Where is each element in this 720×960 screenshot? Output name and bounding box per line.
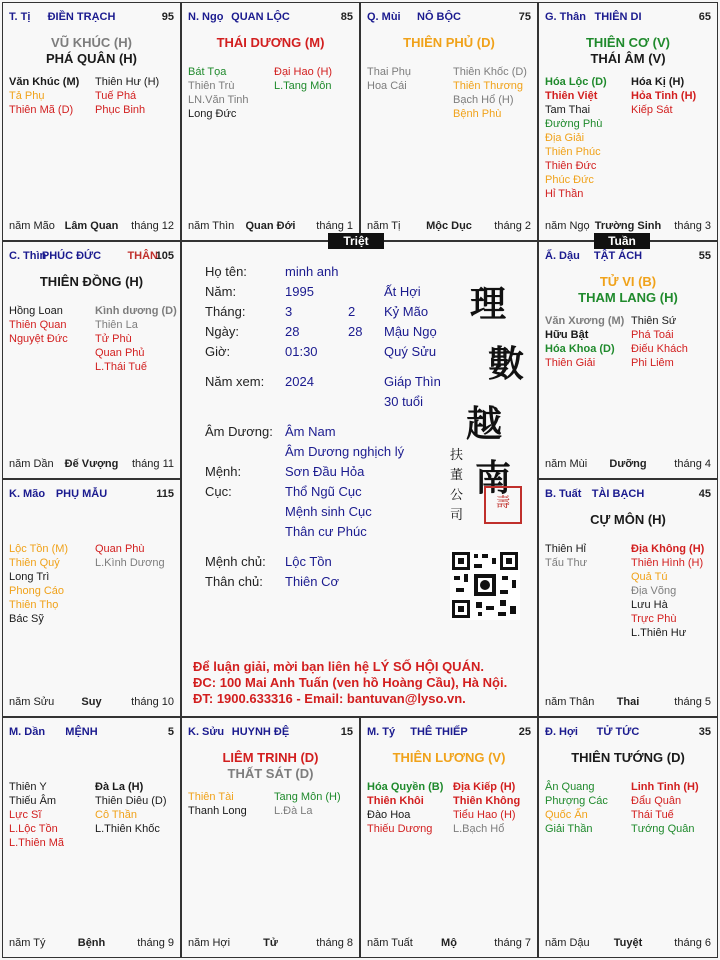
value-cuc3: Thân cư Phúc bbox=[285, 524, 367, 539]
palace-header bbox=[9, 11, 174, 25]
palace-year: năm Sửu bbox=[9, 696, 55, 708]
minor-star: Địa Võng bbox=[631, 585, 677, 597]
palace-month: tháng 4 bbox=[674, 458, 711, 470]
minor-star: Nguyệt Đức bbox=[9, 333, 68, 345]
minor-star: L.Bạch Hổ bbox=[453, 823, 505, 835]
minor-star: Thiên Thọ bbox=[9, 599, 59, 611]
minor-star: Thiên Diêu (D) bbox=[95, 795, 167, 807]
value-nam: 1995 bbox=[285, 284, 314, 299]
palace-header bbox=[545, 488, 711, 502]
calligraphy-char-1: 理 bbox=[470, 283, 507, 325]
minor-star: Tấu Thư bbox=[545, 557, 588, 569]
palace-year: năm Thìn bbox=[188, 220, 235, 232]
palace-year: năm Mùi bbox=[545, 458, 588, 470]
minor-star: Cô Thần bbox=[95, 809, 137, 821]
palace-footer bbox=[9, 220, 174, 234]
main-star: THIÊN CƠ (V) bbox=[585, 35, 671, 50]
palace-age: 35 bbox=[698, 726, 711, 738]
palace-stage: Suy bbox=[81, 696, 102, 708]
palace-name: PHÚC ĐỨC bbox=[41, 250, 102, 262]
minor-star: Quan Phủ bbox=[95, 347, 145, 359]
palace-age: 5 bbox=[167, 726, 174, 738]
palace-position: M. Tý bbox=[367, 726, 396, 738]
minor-star: Thiên Thương bbox=[453, 80, 524, 92]
minor-star: Tiểu Hao (H) bbox=[453, 809, 516, 821]
palace-age: 105 bbox=[155, 250, 174, 262]
minor-star: Lưu Hà bbox=[631, 599, 668, 611]
minor-star: Thai Phụ bbox=[367, 66, 412, 78]
minor-star: Tả Phụ bbox=[9, 90, 45, 102]
label-thang: Tháng: bbox=[205, 304, 246, 319]
label-menh: Mệnh: bbox=[205, 464, 242, 479]
minor-stars-left bbox=[188, 790, 247, 818]
minor-star: Bạch Hổ (H) bbox=[453, 94, 514, 106]
minor-star: Tướng Quân bbox=[631, 823, 695, 835]
palace-month: tháng 8 bbox=[316, 937, 353, 949]
minor-star: Phá Toái bbox=[631, 329, 674, 341]
palace-header bbox=[367, 11, 531, 25]
minor-star: Tử Phù bbox=[95, 333, 132, 345]
palace-cell-br2[interactable] bbox=[360, 717, 538, 958]
palace-position: T. Tị bbox=[9, 11, 31, 23]
main-star: LIÊM TRINH (D) bbox=[222, 750, 319, 765]
palace-month: tháng 11 bbox=[131, 458, 174, 470]
minor-star: Tang Môn (H) bbox=[274, 791, 341, 803]
palace-age: 45 bbox=[698, 488, 711, 500]
palace-footer bbox=[367, 220, 531, 234]
palace-stage: Quan Đới bbox=[245, 220, 296, 232]
palace-cell-tr0[interactable] bbox=[2, 2, 181, 241]
palace-footer bbox=[9, 696, 174, 710]
palace-month: tháng 3 bbox=[674, 220, 711, 232]
palace-name: PHỤ MẪU bbox=[55, 488, 108, 500]
minor-star: Phi Liêm bbox=[631, 357, 674, 369]
label-cuc: Cục: bbox=[205, 484, 232, 499]
palace-position: M. Dần bbox=[9, 726, 46, 738]
minor-stars-left bbox=[9, 780, 64, 850]
label-gio: Giờ: bbox=[205, 344, 231, 359]
palace-stage: Tử bbox=[263, 937, 278, 949]
minor-star: Long Đức bbox=[188, 108, 237, 120]
palace-footer bbox=[188, 937, 353, 951]
calligraphy-char-3: 越 bbox=[466, 403, 503, 445]
palace-month: tháng 2 bbox=[494, 220, 531, 232]
minor-star: Phong Cáo bbox=[9, 585, 65, 597]
palace-age: 25 bbox=[518, 726, 531, 738]
minor-stars-right bbox=[95, 780, 167, 836]
minor-stars-left bbox=[545, 75, 607, 201]
palace-age: 15 bbox=[340, 726, 353, 738]
minor-star: Tuế Phá bbox=[95, 90, 137, 102]
palace-year: năm Dậu bbox=[545, 937, 590, 949]
minor-stars-right bbox=[631, 314, 688, 370]
red-seal-icon: 壽 bbox=[484, 486, 522, 524]
minor-star: Thiên Việt bbox=[545, 90, 598, 102]
minor-star: Hóa Quyền (B) bbox=[367, 781, 444, 793]
palace-position: N. Ngọ bbox=[188, 11, 224, 23]
palace-age: 95 bbox=[161, 11, 174, 23]
minor-star: Long Trì bbox=[9, 571, 50, 583]
main-star: THẤT SÁT (D) bbox=[227, 766, 314, 781]
minor-stars-left bbox=[545, 542, 587, 570]
minor-star: Điếu Khách bbox=[631, 343, 688, 355]
minor-star: Thiên Hỉ bbox=[545, 543, 586, 555]
palace-year: năm Tuất bbox=[367, 937, 413, 949]
minor-stars-left bbox=[367, 780, 443, 836]
label-nam-xem: Năm xem: bbox=[205, 374, 265, 389]
palace-name: MỆNH bbox=[65, 726, 98, 738]
palace-age: 115 bbox=[156, 488, 174, 500]
minor-star: Linh Tinh (H) bbox=[631, 781, 699, 793]
palace-stage: Tuyệt bbox=[613, 937, 643, 949]
minor-stars-right bbox=[631, 542, 704, 640]
minor-star: Hóa Khoa (D) bbox=[545, 343, 615, 355]
palace-cell-br1[interactable] bbox=[181, 717, 360, 958]
minor-star: Thiên Giải bbox=[545, 357, 596, 369]
minor-star: Bát Tọa bbox=[188, 66, 227, 78]
minor-star: Trực Phù bbox=[631, 613, 677, 625]
minor-star: L.Thiên Mã bbox=[9, 837, 65, 849]
value-gio-can: Quý Sửu bbox=[384, 344, 437, 359]
minor-star: L.Tang Môn bbox=[274, 80, 332, 92]
value-menh-chu: Lộc Tồn bbox=[285, 554, 332, 569]
palace-stage: Trường Sinh bbox=[594, 220, 662, 232]
palace-position: C. Thìn bbox=[9, 250, 47, 262]
minor-star: Thiếu Dương bbox=[367, 823, 433, 835]
palace-header bbox=[188, 726, 353, 740]
palace-year: năm Thân bbox=[545, 696, 595, 708]
label-am-duong: Âm Dương: bbox=[205, 424, 273, 439]
palace-position: K. Sửu bbox=[188, 726, 225, 738]
minor-star: Phục Binh bbox=[95, 104, 146, 116]
label-ngay: Ngày: bbox=[205, 324, 239, 339]
palace-age: 85 bbox=[340, 11, 353, 23]
minor-stars-right bbox=[274, 65, 332, 93]
value-tuoi: 30 tuổi bbox=[384, 394, 424, 409]
minor-star: Thiên Không bbox=[453, 795, 521, 807]
value-than-chu: Thiên Cơ bbox=[285, 574, 340, 589]
minor-star: Hóa Lộc (D) bbox=[545, 76, 607, 88]
minor-star: Thiên Sứ bbox=[631, 315, 677, 327]
palace-cell-r2c0[interactable] bbox=[2, 479, 181, 717]
minor-star: L.Kình Dương bbox=[95, 557, 165, 569]
minor-star: Đào Hoa bbox=[367, 809, 411, 821]
main-star: THIÊN ĐỒNG (H) bbox=[39, 274, 144, 289]
palace-footer bbox=[545, 220, 711, 234]
minor-star: Địa Giải bbox=[545, 132, 585, 144]
minor-star: L.Thái Tuế bbox=[95, 361, 147, 373]
palace-cell-tr2[interactable] bbox=[360, 2, 538, 241]
palace-name: HUYNH ĐỆ bbox=[231, 726, 290, 738]
minor-stars-left bbox=[545, 780, 608, 836]
minor-star: Thiếu Âm bbox=[9, 795, 57, 807]
minor-star: Thiên Quý bbox=[9, 557, 60, 569]
minor-star: Hoa Cái bbox=[367, 80, 407, 92]
palace-name: THÊ THIẾP bbox=[410, 726, 468, 738]
label-menh-chu: Mệnh chủ: bbox=[205, 554, 266, 569]
main-star: TỬ VI (B) bbox=[599, 274, 657, 289]
value-ngay: 28 bbox=[285, 324, 300, 339]
minor-stars-right bbox=[631, 780, 699, 836]
minor-stars-right bbox=[95, 542, 165, 570]
palace-month: tháng 12 bbox=[131, 220, 174, 232]
palace-position: Ấ. Dậu bbox=[545, 250, 580, 262]
minor-stars-left bbox=[545, 314, 624, 370]
minor-star: Quốc Ấn bbox=[545, 809, 588, 821]
minor-stars-left bbox=[367, 65, 411, 93]
palace-name: TẬT ÁCH bbox=[593, 250, 643, 262]
palace-stage: Mộ bbox=[441, 937, 457, 949]
minor-star: Đường Phù bbox=[545, 118, 603, 130]
palace-age: 55 bbox=[698, 250, 711, 262]
minor-star: Thái Tuế bbox=[631, 809, 674, 821]
minor-star: Phượng Các bbox=[545, 795, 608, 807]
minor-star: Hỏa Tinh (H) bbox=[631, 90, 697, 102]
minor-star: Thiên Y bbox=[9, 781, 47, 793]
palace-header bbox=[545, 11, 711, 25]
palace-stage: Mộc Dục bbox=[426, 220, 472, 232]
palace-name: THIÊN DI bbox=[594, 11, 642, 23]
palace-year: năm Hợi bbox=[188, 937, 231, 949]
minor-star: Thiên Hình (H) bbox=[631, 557, 704, 569]
palace-name: NÔ BỘC bbox=[417, 11, 461, 23]
calligraphy-char-2: 數 bbox=[488, 343, 525, 385]
minor-star: Quan Phù bbox=[95, 543, 145, 555]
main-star: THIÊN LƯƠNG (V) bbox=[392, 750, 506, 765]
main-star: VŨ KHÚC (H) bbox=[51, 35, 132, 50]
minor-stars-left bbox=[9, 304, 68, 346]
minor-star: L.Lộc Tồn bbox=[9, 823, 58, 835]
palace-month: tháng 6 bbox=[674, 937, 711, 949]
palace-header bbox=[9, 250, 174, 264]
palace-header bbox=[545, 250, 711, 264]
value-cuc2: Mệnh sinh Cục bbox=[285, 504, 372, 519]
minor-star: LN.Văn Tinh bbox=[188, 94, 249, 106]
minor-star: Tam Thai bbox=[545, 104, 591, 116]
palace-age: 75 bbox=[518, 11, 531, 23]
tuan-tag: Tuần bbox=[594, 233, 650, 249]
minor-stars-left bbox=[9, 75, 79, 117]
minor-star: Hồng Loan bbox=[9, 305, 63, 317]
palace-position: Đ. Hợi bbox=[545, 726, 578, 738]
minor-star: Kiếp Sát bbox=[631, 104, 673, 116]
minor-stars-left bbox=[188, 65, 249, 121]
palace-month: tháng 10 bbox=[131, 696, 174, 708]
palace-footer bbox=[9, 458, 174, 472]
palace-footer bbox=[9, 937, 174, 951]
seal-char-2: 董 bbox=[450, 468, 464, 483]
palace-stage: Dưỡng bbox=[609, 458, 647, 470]
minor-star: Đẩu Quân bbox=[631, 795, 682, 807]
minor-star: L.Thiên Hư bbox=[631, 627, 687, 639]
minor-star: Đà La (H) bbox=[95, 781, 144, 793]
main-star: THÁI ÂM (V) bbox=[590, 51, 666, 66]
minor-stars-right bbox=[631, 75, 696, 117]
value-am-duong: Âm Nam bbox=[285, 424, 336, 439]
value-cuc: Thổ Ngũ Cục bbox=[285, 484, 362, 499]
value-ngay-can: Mậu Ngọ bbox=[384, 324, 437, 339]
palace-age: 65 bbox=[698, 11, 711, 23]
palace-cell-r2c3[interactable] bbox=[538, 479, 718, 717]
label-than-chu: Thân chủ: bbox=[205, 574, 263, 589]
main-star: THÁI DƯƠNG (M) bbox=[216, 35, 325, 50]
palace-month: tháng 1 bbox=[316, 220, 353, 232]
minor-stars-right bbox=[95, 304, 177, 374]
palace-header bbox=[9, 488, 174, 502]
minor-stars-right bbox=[453, 65, 527, 121]
label-nam: Năm: bbox=[205, 284, 237, 299]
minor-stars-right bbox=[95, 75, 159, 117]
palace-stage: Thai bbox=[616, 696, 640, 708]
value-nam-xem: 2024 bbox=[285, 374, 314, 389]
palace-cell-tr1[interactable] bbox=[181, 2, 360, 241]
minor-star: Bác Sỹ bbox=[9, 613, 44, 625]
minor-star: Thiên Trù bbox=[188, 80, 235, 92]
palace-position: G. Thân bbox=[545, 11, 586, 23]
minor-star: Bệnh Phù bbox=[453, 108, 502, 120]
minor-star: Quả Tú bbox=[631, 571, 668, 583]
contact-line-1: Để luận giải, mời bạn liên hệ LÝ SỐ HỘI QUÁN. bbox=[193, 659, 484, 674]
palace-header bbox=[367, 726, 531, 740]
seal-char-3: 公 bbox=[450, 488, 464, 503]
palace-name: TÀI BẠCH bbox=[591, 488, 645, 500]
small-seal-text bbox=[450, 446, 464, 526]
main-star: PHÁ QUÂN (H) bbox=[46, 51, 137, 66]
palace-year: năm Ngọ bbox=[545, 220, 590, 232]
palace-footer bbox=[545, 937, 711, 951]
palace-position: B. Tuất bbox=[545, 488, 582, 500]
value-thang-can: Kỷ Mão bbox=[384, 304, 429, 319]
palace-month: tháng 7 bbox=[494, 937, 531, 949]
qr-code-icon[interactable] bbox=[450, 550, 520, 620]
minor-stars-right bbox=[274, 790, 341, 818]
palace-cell-tr3[interactable] bbox=[538, 2, 718, 241]
minor-star: L.Đà La bbox=[274, 805, 313, 817]
palace-footer bbox=[367, 937, 531, 951]
value-thang-am: 2 bbox=[348, 304, 356, 319]
minor-star: Thiên Quan bbox=[9, 319, 67, 331]
contact-line-3[interactable]: ĐT: 1900.633316 - Email: bantuvan@lyso.vn. bbox=[193, 691, 466, 706]
main-star: THIÊN PHỦ (D) bbox=[403, 35, 495, 50]
palace-month: tháng 5 bbox=[674, 696, 711, 708]
palace-name: QUAN LỘC bbox=[231, 11, 290, 23]
value-ngay-am: 28 bbox=[348, 324, 363, 339]
palace-footer bbox=[545, 458, 711, 472]
minor-star: Hỉ Thần bbox=[545, 188, 584, 200]
main-star: THAM LANG (H) bbox=[578, 290, 678, 305]
minor-star: Hữu Bật bbox=[545, 329, 589, 341]
minor-stars-right bbox=[453, 780, 520, 836]
seal-char-4: 司 bbox=[450, 508, 464, 523]
value-ho-ten: minh anh bbox=[285, 264, 339, 279]
minor-star: Địa Kiếp (H) bbox=[453, 781, 516, 793]
minor-star: Giải Thần bbox=[545, 823, 593, 835]
minor-star: Lực Sĩ bbox=[9, 809, 42, 821]
palace-cell-br3[interactable] bbox=[538, 717, 718, 958]
minor-star: Kình dương (D) bbox=[95, 305, 177, 317]
palace-cell-r1c3[interactable] bbox=[538, 241, 718, 479]
palace-header bbox=[9, 726, 174, 740]
palace-month: tháng 9 bbox=[137, 937, 174, 949]
palace-position: Q. Mùi bbox=[367, 11, 401, 23]
minor-star: Thiên Khôi bbox=[367, 795, 424, 807]
palace-footer bbox=[545, 696, 711, 710]
minor-star: L.Thiên Khốc bbox=[95, 823, 160, 835]
than-marker: THÂN bbox=[127, 250, 158, 262]
value-am-duong2: Âm Dương nghịch lý bbox=[285, 444, 405, 459]
palace-name: ĐIỀN TRẠCH bbox=[47, 11, 116, 23]
value-nam-can: Ất Hợi bbox=[384, 284, 421, 299]
palace-stage: Lâm Quan bbox=[64, 220, 119, 232]
palace-year: năm Dần bbox=[9, 458, 54, 470]
minor-star: Thiên Đức bbox=[545, 160, 597, 172]
calligraphy-char-4: 南 bbox=[475, 457, 512, 499]
palace-cell-br0[interactable] bbox=[2, 717, 181, 958]
minor-star: Lộc Tồn (M) bbox=[9, 543, 69, 555]
minor-star: Ân Quang bbox=[545, 781, 595, 793]
minor-star: Thiên Khốc (D) bbox=[453, 66, 527, 78]
palace-stage: Đế Vượng bbox=[64, 458, 119, 470]
palace-year: năm Tị bbox=[367, 220, 401, 232]
minor-star: Văn Xương (M) bbox=[545, 315, 625, 327]
minor-star: Địa Không (H) bbox=[631, 543, 705, 555]
value-menh: Sơn Đầu Hỏa bbox=[285, 464, 365, 479]
minor-star: Thiên Tài bbox=[188, 791, 234, 803]
main-star: CỰ MÔN (H) bbox=[590, 512, 666, 527]
minor-star: Hóa Kị (H) bbox=[631, 76, 685, 88]
label-ho-ten: Họ tên: bbox=[205, 264, 247, 279]
palace-cell-r1c0[interactable] bbox=[2, 241, 181, 479]
palace-header bbox=[188, 11, 353, 25]
palace-name: TỬ TỨC bbox=[596, 726, 640, 738]
seal-char-1: 扶 bbox=[450, 448, 464, 463]
minor-star: Thiên La bbox=[95, 319, 138, 331]
palace-position: K. Mão bbox=[9, 488, 46, 500]
palace-year: năm Mão bbox=[9, 220, 55, 232]
contact-line-2: ĐC: 100 Mai Anh Tuấn (ven hồ Hoàng Cầu), Hà Nội. bbox=[193, 675, 508, 690]
palace-header bbox=[545, 726, 711, 740]
palace-footer bbox=[188, 220, 353, 234]
palace-year: năm Tý bbox=[9, 937, 46, 949]
triet-tag: Triệt bbox=[328, 233, 384, 249]
value-gio: 01:30 bbox=[285, 344, 318, 359]
minor-star: Thiên Hư (H) bbox=[95, 76, 160, 88]
minor-star: Phúc Đức bbox=[545, 174, 594, 186]
minor-star: Thiên Mã (D) bbox=[9, 104, 74, 116]
minor-stars-left bbox=[9, 542, 68, 626]
minor-star: Văn Khúc (M) bbox=[9, 76, 80, 88]
palace-stage: Bệnh bbox=[77, 937, 106, 949]
minor-star: Thanh Long bbox=[188, 805, 247, 817]
value-nam-xem-can: Giáp Thìn bbox=[384, 374, 441, 389]
main-star: THIÊN TƯỚNG (D) bbox=[571, 750, 685, 765]
value-thang: 3 bbox=[285, 304, 293, 319]
minor-star: Thiên Phúc bbox=[545, 146, 601, 158]
minor-star: Đại Hao (H) bbox=[274, 66, 333, 78]
